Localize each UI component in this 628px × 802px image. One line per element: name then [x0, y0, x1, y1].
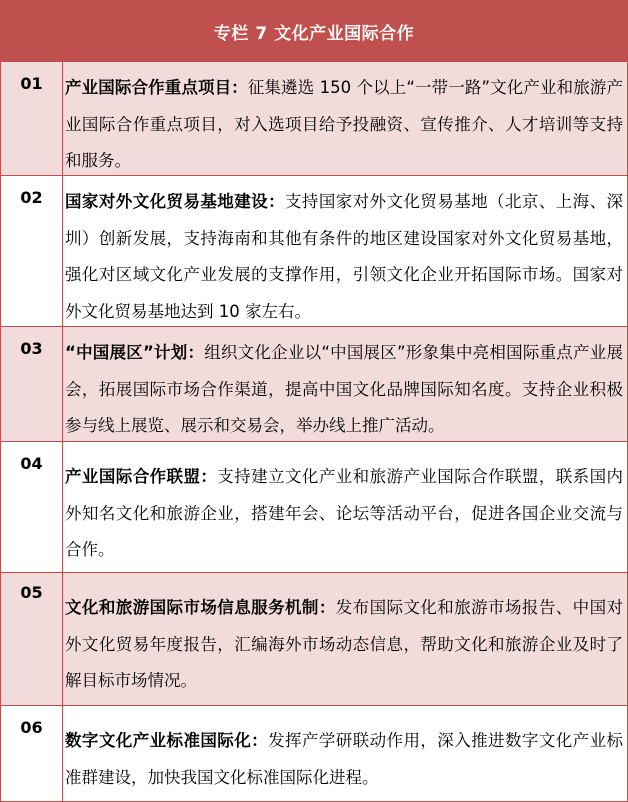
item-text [65, 335, 623, 445]
item-number: 03 [1, 327, 63, 441]
item-text [65, 723, 623, 796]
item-number: 05 [1, 573, 63, 705]
item-body: 支持建立文化产业和旅游产业国际合作联盟，联系国内外知名文化和旅游企业，搭建年会、论坛等活动平台，促进各国企业交流与合作。 [65, 467, 623, 560]
item-body: 发挥产学研联动作用，深入推进数字文化产业标准群建设，加快我国文化标准国际化进程。 [65, 731, 623, 787]
list-item [1, 326, 627, 441]
item-body: 支持国家对外文化贸易基地（北京、上海、深圳）创新发展，支持海南和其他有条件的地区建设国家对外文化贸易基地，强化对区域文化产业发展的支撑作用，引领文化企业开拓国际市场。国家对外文化贸易基地达到 10 家左右。 [65, 192, 623, 321]
list-item [1, 61, 627, 175]
list-item [1, 572, 627, 705]
item-heading: 文化和旅游国际市场信息服务机制： [65, 598, 336, 617]
item-body: 组织文化企业以“中国展区”形象集中亮相国际重点产业展会，拓展国际市场合作渠道，提高中国文化品牌国际知名度。支持企业积极参与线上展览、展示和交易会，举办线上推广活动。 [65, 343, 623, 436]
item-number: 02 [1, 176, 63, 326]
item-number: 04 [1, 442, 63, 572]
item-text [65, 459, 623, 569]
item-body: 发布国际文化和旅游市场报告、中国对外文化贸易年度报告，汇编海外市场动态信息，帮助文化和旅游企业及时了解目标市场情况。 [65, 598, 623, 691]
item-text [65, 590, 623, 700]
item-heading: 产业国际合作联盟： [65, 467, 218, 486]
item-number: 06 [1, 706, 63, 801]
column-title: 专栏 7 文化产业国际合作 [1, 1, 627, 61]
item-number: 01 [1, 62, 63, 175]
list-item [1, 175, 627, 326]
item-heading: “中国展区”计划： [65, 343, 205, 362]
list-item [1, 441, 627, 572]
item-heading: 产业国际合作重点项目： [65, 78, 248, 97]
item-heading: 国家对外文化贸易基地建设： [65, 192, 285, 211]
list-item [1, 705, 627, 801]
item-text [65, 70, 623, 180]
item-text [65, 184, 623, 330]
item-body: 征集遴选 150 个以上“一带一路”文化产业和旅游产业国际合作重点项目，对入选项目给予投融资、宣传推介、人才培训等支持和服务。 [65, 78, 623, 171]
item-heading: 数字文化产业标准国际化： [65, 731, 269, 750]
